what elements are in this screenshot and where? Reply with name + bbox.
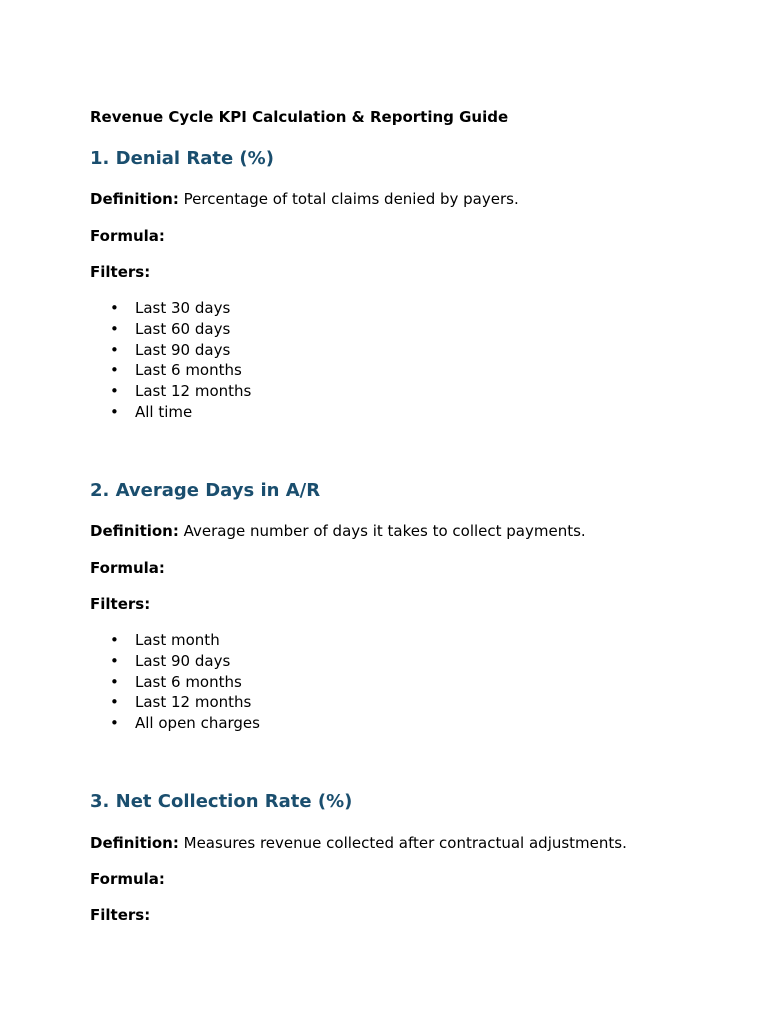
filter-item-label: Last 60 days (135, 319, 231, 338)
filter-item-label: Last 90 days (135, 651, 231, 670)
filter-item (90, 692, 260, 713)
filter-item-label: Last 6 months (135, 672, 242, 691)
filters-line (90, 906, 150, 924)
formula-label: Formula: (90, 227, 165, 245)
bullet-icon: • (110, 361, 119, 380)
filter-item (90, 713, 260, 734)
filter-item-label: Last month (135, 631, 220, 649)
filter-item (90, 381, 251, 402)
filter-list (90, 298, 251, 423)
filter-item (90, 630, 260, 651)
filters-line (90, 263, 150, 281)
bullet-icon: • (110, 299, 119, 317)
definition-label: Definition: (90, 834, 179, 852)
filters-line (90, 595, 150, 613)
definition-label: Definition: (90, 190, 179, 208)
filter-item-label: All time (135, 402, 193, 421)
formula-line (90, 227, 165, 245)
document-title: Revenue Cycle KPI Calculation & Reporting Guide (90, 108, 509, 126)
filter-list (90, 630, 260, 734)
definition-label: Definition: (90, 522, 179, 540)
section-heading: 2. Average Days in A/R (90, 480, 321, 501)
filters-label: Filters: (90, 263, 151, 281)
filter-item-label: Last 6 months (135, 361, 242, 380)
section-heading: 3. Net Collection Rate (%) (90, 791, 353, 812)
bullet-icon: • (110, 714, 119, 733)
formula-line (90, 559, 165, 577)
definition-text: Percentage of total claims denied by payers. (183, 190, 519, 208)
bullet-icon: • (110, 402, 119, 421)
definition-text: Average number of days it takes to collect payments. (183, 522, 586, 540)
filter-item-label: Last 12 months (135, 382, 252, 401)
bullet-icon: • (110, 631, 119, 649)
filter-item (90, 402, 251, 423)
section-heading: 1. Denial Rate (%) (90, 148, 274, 169)
filter-item-label: Last 12 months (135, 693, 252, 712)
bullet-icon: • (110, 382, 119, 401)
filters-label: Filters: (90, 595, 151, 613)
bullet-icon: • (110, 340, 119, 359)
definition-line (90, 834, 627, 852)
definition-line (90, 522, 586, 540)
filter-item (90, 360, 251, 381)
formula-line (90, 870, 165, 888)
filter-item-label: Last 90 days (135, 340, 231, 359)
bullet-icon: • (110, 672, 119, 691)
filter-item (90, 651, 260, 672)
filter-item-label: Last 30 days (135, 299, 231, 317)
definition-text: Measures revenue collected after contractual adjustments. (183, 834, 627, 852)
filter-item (90, 298, 251, 319)
definition-line (90, 190, 519, 208)
bullet-icon: • (110, 651, 119, 670)
filter-item (90, 340, 251, 361)
filters-label: Filters: (90, 906, 151, 924)
filter-item (90, 319, 251, 340)
bullet-icon: • (110, 693, 119, 712)
filter-item-label: All open charges (135, 714, 260, 733)
formula-label: Formula: (90, 870, 165, 888)
formula-label: Formula: (90, 559, 165, 577)
filter-item (90, 672, 260, 693)
bullet-icon: • (110, 319, 119, 338)
